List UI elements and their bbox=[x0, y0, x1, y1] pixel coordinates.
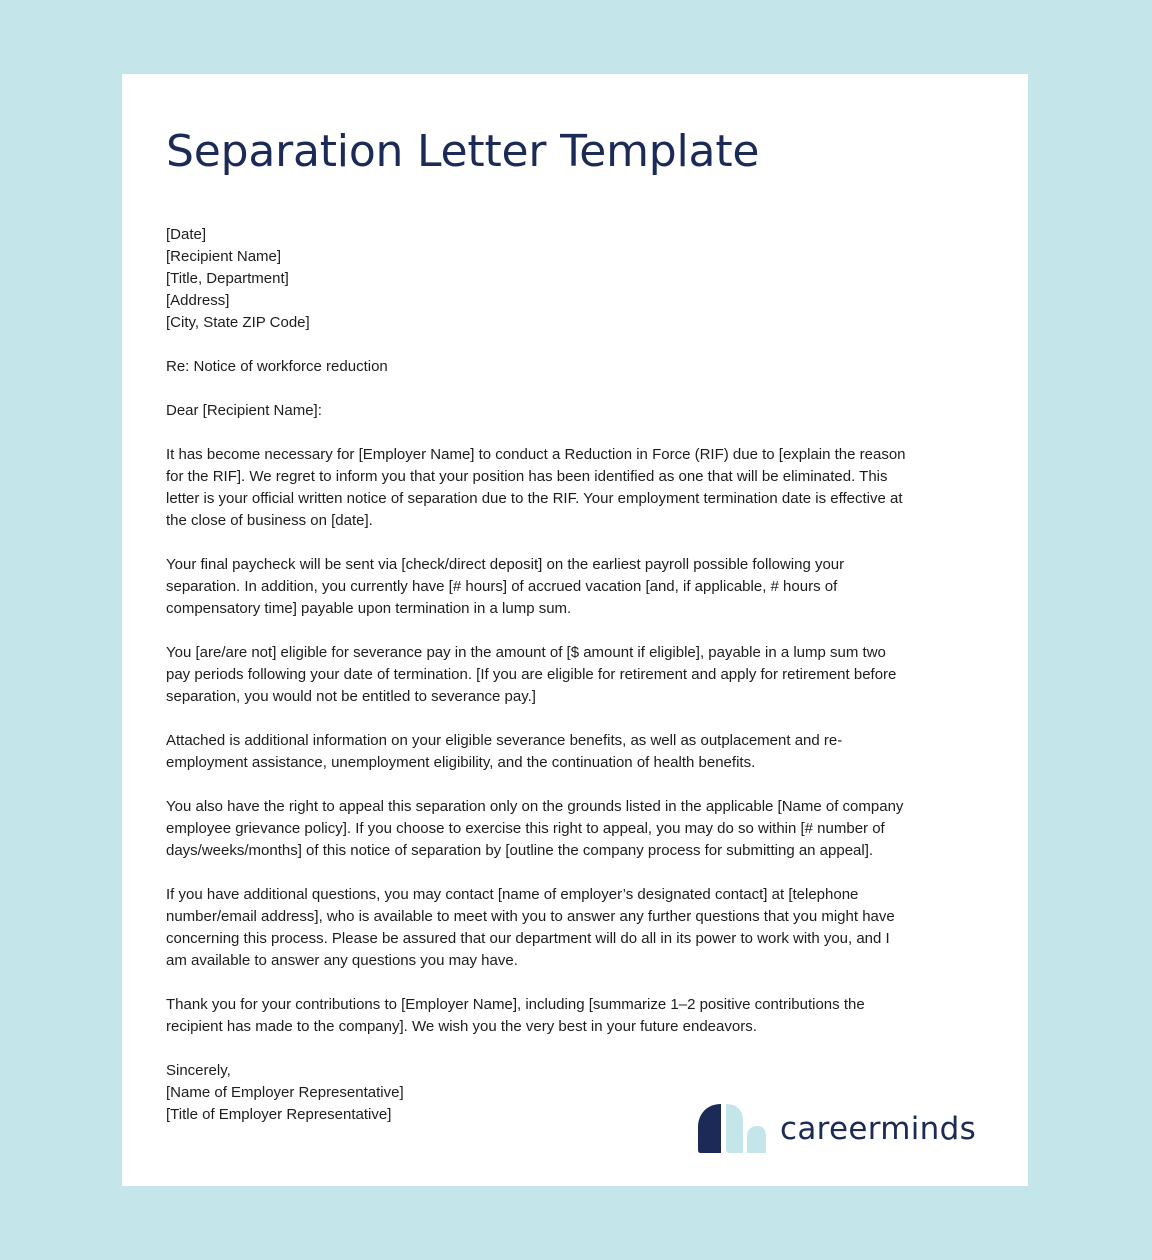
subject-line: Re: Notice of workforce reduction bbox=[166, 358, 388, 375]
address-block bbox=[166, 224, 996, 334]
address-line-recipient: [Recipient Name] bbox=[166, 248, 282, 265]
paragraph-appeal: You also have the right to appeal this separation only on the grounds listed in the applicable [Name of company employee grievance policy]. If you choose to exercise this right to appeal, you may do so within [# number of days/weeks/months] of this notice of separation by [outline the company process for submitting an appeal]. bbox=[166, 798, 904, 859]
letter-body bbox=[166, 224, 996, 1148]
address-line-title: [Title, Department] bbox=[166, 270, 289, 287]
signature-title: [Title of Employer Representative] bbox=[166, 1106, 392, 1123]
brand-logo bbox=[696, 1104, 976, 1154]
salutation: Dear [Recipient Name]: bbox=[166, 402, 322, 419]
paragraph-thank-you: Thank you for your contributions to [Employer Name], including [summarize 1–2 positive contributions the recipient has made to the company]. We wish you the very best in your future endeavors. bbox=[166, 996, 865, 1035]
paragraph-severance: You [are/are not] eligible for severance pay in the amount of [$ amount if eligible], payable in a lump sum two pay periods following your date of termination. [If you are eligible for retirement and apply for retirement before separation, you would not be entitled to severance pay.] bbox=[166, 644, 897, 705]
paragraph-questions: If you have additional questions, you may contact [name of employer’s designated contact] at [telephone number/email address], who is available to meet with you to answer any further questions that you might have concerning this process. Please be assured that our department will do all in its power to work with you, and I am available to answer any questions you may have. bbox=[166, 886, 895, 969]
letter-page bbox=[122, 74, 1028, 1186]
brand-name: careerminds bbox=[780, 1111, 977, 1147]
paragraph-final-paycheck: Your final paycheck will be sent via [check/direct deposit] on the earliest payroll possible following your separation. In addition, you currently have [# hours] of accrued vacation [and, if applicable, # hours of compensatory time] payable upon termination in a lump sum. bbox=[166, 556, 845, 617]
address-line-address: [Address] bbox=[166, 292, 230, 309]
careerminds-logo-icon bbox=[696, 1104, 768, 1154]
paragraph-rif-notice: It has become necessary for [Employer Name] to conduct a Reduction in Force (RIF) due to [explain the reason for the RIF]. We regret to inform you that your position has been identified as one that will be eliminated. This letter is your official written notice of separation due to the RIF. Your employment termination date is effective at the close of business on [date]. bbox=[166, 446, 906, 529]
signature-name: [Name of Employer Representative] bbox=[166, 1084, 404, 1101]
address-line-city: [City, State ZIP Code] bbox=[166, 314, 310, 331]
address-line-date: [Date] bbox=[166, 226, 207, 243]
paragraph-attachments: Attached is additional information on your eligible severance benefits, as well as outplacement and re- employment assistance, unemployment eligibility, and the continuation of health benefits. bbox=[166, 732, 843, 771]
closing: Sincerely, bbox=[166, 1062, 231, 1079]
page-title: Separation Letter Template bbox=[166, 126, 760, 177]
